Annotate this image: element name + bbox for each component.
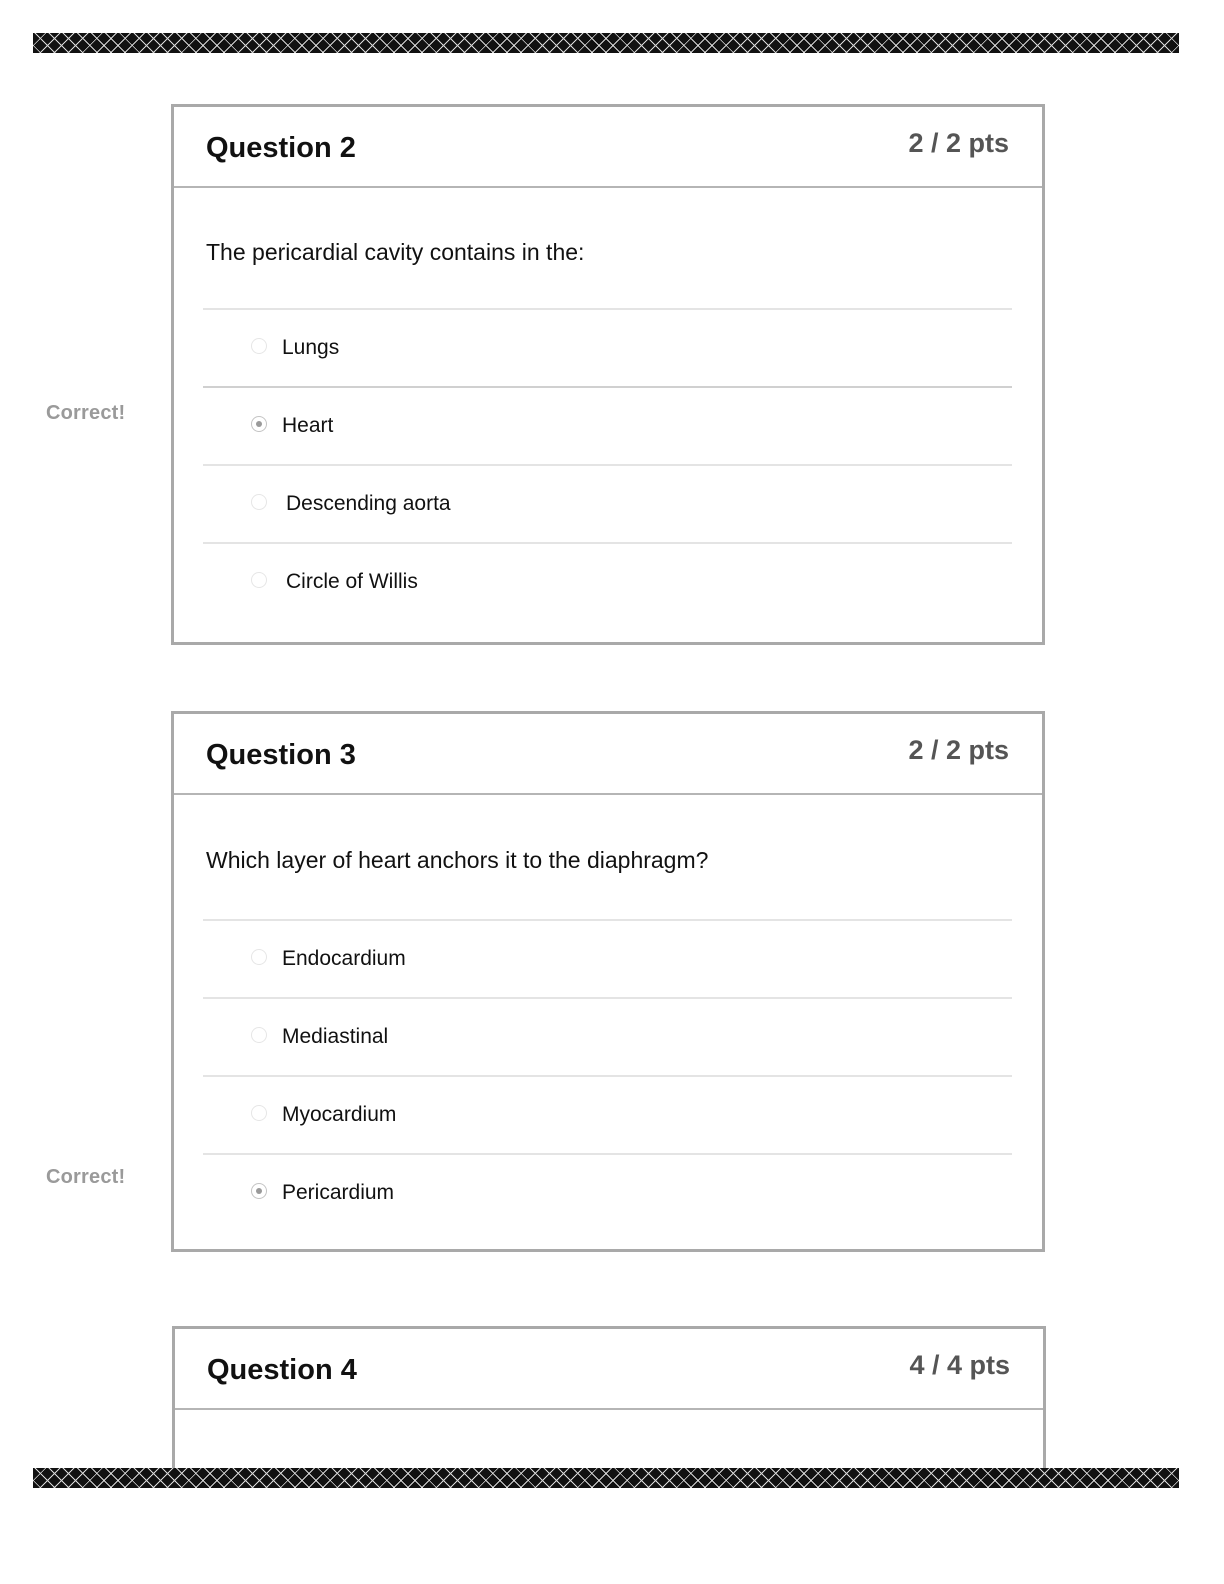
answer-label: Mediastinal (282, 1025, 389, 1048)
answer-option-endocardium[interactable] (203, 919, 1012, 997)
answer-label: Myocardium (282, 1103, 397, 1126)
answer-option-heart[interactable] (203, 386, 1012, 464)
question-title: Question 4 (207, 1354, 357, 1386)
answer-label: Heart (282, 414, 334, 437)
radio-button[interactable] (251, 572, 267, 588)
correct-marker-q2: Correct! (46, 402, 126, 424)
top-decorative-border (33, 33, 1179, 53)
answer-option-myocardium[interactable] (203, 1075, 1012, 1153)
radio-button[interactable] (251, 949, 267, 965)
answer-option-pericardium[interactable] (203, 1153, 1012, 1231)
question-header (174, 107, 1042, 188)
radio-button[interactable] (251, 1027, 267, 1043)
answer-option-lungs[interactable] (203, 308, 1012, 386)
answer-label: Lungs (282, 336, 340, 359)
radio-button-selected[interactable] (251, 416, 267, 432)
answer-list (203, 308, 1012, 620)
answer-label: Pericardium (282, 1181, 395, 1204)
radio-button-selected[interactable] (251, 1183, 267, 1199)
question-text: The pericardial cavity contains in the: (206, 239, 585, 265)
answer-option-mediastinal[interactable] (203, 997, 1012, 1075)
question-card-4 (172, 1326, 1046, 1468)
question-card-3 (171, 711, 1045, 1252)
question-card-2 (171, 104, 1045, 645)
answer-option-circle-of-willis[interactable] (203, 542, 1012, 620)
answer-label: Circle of Willis (286, 570, 418, 593)
question-title: Question 2 (206, 132, 356, 164)
question-header (174, 714, 1042, 795)
question-points: 4 / 4 pts (909, 1350, 1010, 1380)
correct-marker-q3: Correct! (46, 1166, 126, 1188)
question-title: Question 3 (206, 739, 356, 771)
answer-label: Descending aorta (286, 492, 451, 515)
question-points: 2 / 2 pts (908, 735, 1009, 765)
bottom-decorative-border (33, 1468, 1179, 1488)
radio-button[interactable] (251, 1105, 267, 1121)
answer-label: Endocardium (282, 947, 406, 970)
radio-button[interactable] (251, 338, 267, 354)
question-text: Which layer of heart anchors it to the diaphragm? (206, 847, 709, 873)
question-points: 2 / 2 pts (908, 128, 1009, 158)
question-header (175, 1329, 1043, 1410)
answer-list (203, 919, 1012, 1231)
radio-button[interactable] (251, 494, 267, 510)
answer-option-descending-aorta[interactable] (203, 464, 1012, 542)
